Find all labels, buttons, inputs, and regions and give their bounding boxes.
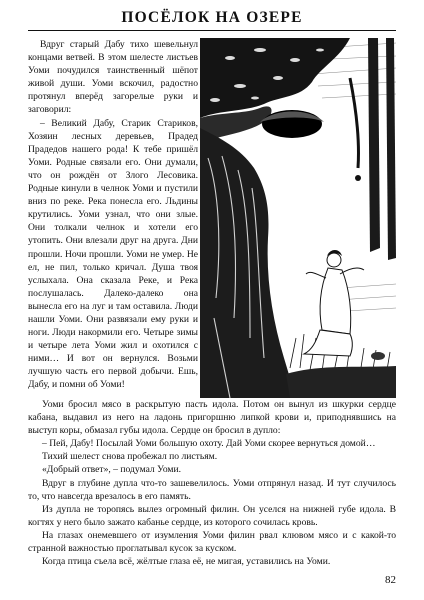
header-rule	[28, 30, 396, 31]
body-text	[28, 398, 396, 568]
paragraph: Вдруг в глубине дупла что-то зашевелилось. Уоми отпрянул назад. И тут случилось то, что навсегда врезалось в его память.	[28, 477, 396, 502]
paragraph: Когда птица съела всё, жёлтые глаза её, не мигая, уставились на Уоми.	[42, 556, 331, 568]
paragraph: Вдруг старый Дабу тихо шевельнул концами ветвей. В этом шелесте листьев Уоми почудился таинственный шёпот живой души. Уоми вскочил, радостно протянул вперёд загорелые руки и заговорил:	[28, 39, 198, 116]
paragraph: – Пей, Дабу! Посылай Уоми большую охоту. Дай Уоми скорее вернуться домой…	[42, 438, 376, 450]
column-text	[28, 38, 198, 392]
paragraph: Из дупла не торопясь вылез огромный филин. Он уселся на нижней губе идола. В когтях у него было зажато кабанье сердце, из которого сочилась кровь.	[28, 503, 396, 528]
paragraph: Тихий шелест снова пробежал по листьям.	[42, 451, 218, 463]
illustration-tree-idol	[200, 38, 396, 398]
paragraph: – Великий Дабу, Старик Стариков, Хозяин лесных деревьев, Прадед Прадедов нашего рода! К тебе пришёл Уоми. Родные связали его. Они думали, что он рождён от Злого Лесовика. Родные кинули в челнок Уоми и пустили вниз по реке. Река понесла его. Льдины крутились. Уоми узнал, что они злые. Они толкали челнок и хотели его утопить. Они влезали друг на друга. Дни прошли. Ночи прошли. Уоми не умер. Не ел, не пил, только кричал. Душа твоя услыхала. Она сказала Реке, и Река послушалась. Далеко-далеко она вынесла его на луг и там оставила. Люди нашли Уоми. Они развязали ему руки и ноги. Люди накормили его. Четыре зимы и четыре лета Уоми жил и охотился с ними… И вот он вернулся. Возьми лучшую часть его первой добычи. Ешь, Дабу, и помни об Уоми!	[28, 117, 198, 391]
paragraph: На глазах онемевшего от изумления Уоми филин рвал клювом мясо и с какой-то странной важностью проглатывал кусок за куском.	[28, 529, 396, 555]
paragraph: Уоми бросил мясо в раскрытую пасть идола. Потом он вынул из шкурки сердце кабана, выдавил из него на ладонь пригоршню липкой крови и, приподнявшись на выступ коры, обмазал губы идола. Сердце он бросил в дупло:	[28, 399, 396, 437]
engraving-illustration	[200, 38, 396, 398]
paragraph: «Добрый ответ», – подумал Уоми.	[42, 464, 182, 476]
running-head: ПОСЁЛОК НА ОЗЕРЕ	[121, 9, 303, 26]
page-number: 82	[385, 574, 396, 586]
